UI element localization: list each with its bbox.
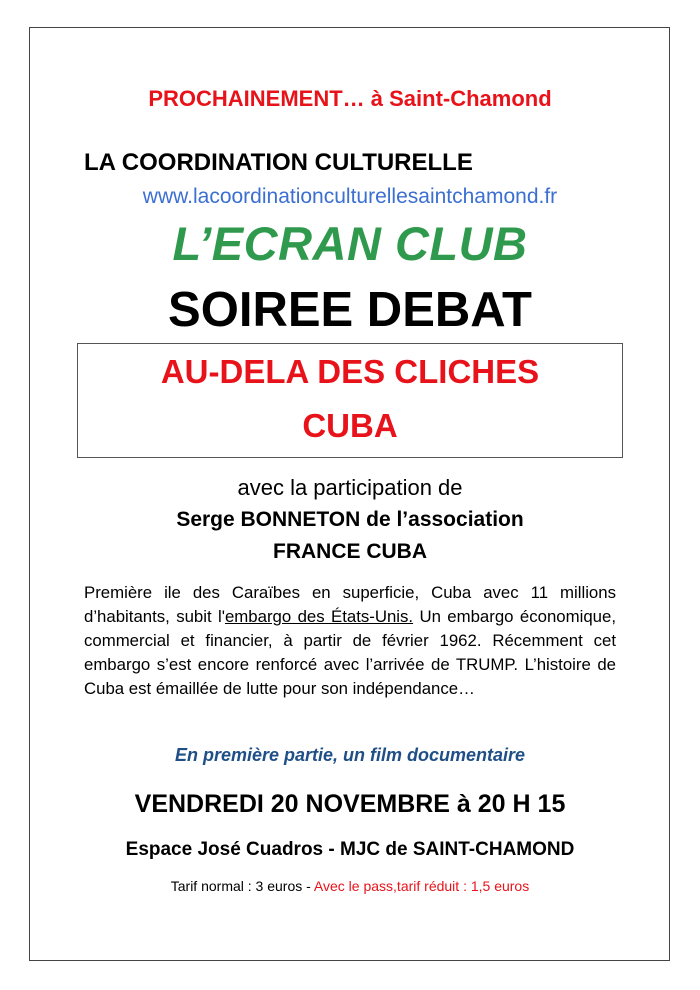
organizer-website: www.lacoordinationculturellesaintchamond.fr xyxy=(142,185,558,208)
film-title-line1: AU-DELA DES CLICHES xyxy=(160,353,540,390)
description-text-1: Première ile des Caraïbes en superficie, Cuba avec 11 millions d’habitants, subit l' xyxy=(84,583,616,626)
description-underlined: embargo des États-Unis. xyxy=(224,607,414,626)
film-title-box xyxy=(77,343,623,458)
film-title-line2: CUBA xyxy=(302,407,398,444)
guest-name: Serge BONNETON de l’association xyxy=(176,508,524,531)
pricing-reduced: Avec le pass,tarif réduit : 1,5 euros xyxy=(313,878,530,894)
event-venue: Espace José Cuadros - MJC de SAINT-CHAMOND xyxy=(125,839,575,860)
event-type-heading: SOIREE DEBAT xyxy=(168,283,532,337)
pricing-normal: Tarif normal : 3 euros - xyxy=(170,878,314,894)
description-text-2: Un embargo économique, commercial et financier, à partir de février 1962. Récemment cet embargo s’est encore renforcé avec l’arrivée de TRUMP. L’histoire de Cuba est émaillée de lutte pour son indépendance… xyxy=(84,607,616,698)
guest-association: FRANCE CUBA xyxy=(273,540,427,563)
event-description xyxy=(84,581,616,701)
organizer-name: LA COORDINATION CULTURELLE xyxy=(84,149,473,176)
program-name: L’ECRAN CLUB xyxy=(172,217,528,270)
announcement-heading: PROCHAINEMENT… à Saint-Chamond xyxy=(148,86,552,111)
documentary-note: En première partie, un film documentaire xyxy=(174,745,526,765)
event-date: VENDREDI 20 NOVEMBRE à 20 H 15 xyxy=(134,790,566,818)
pricing-line xyxy=(0,878,700,894)
participation-intro: avec la participation de xyxy=(237,475,463,500)
